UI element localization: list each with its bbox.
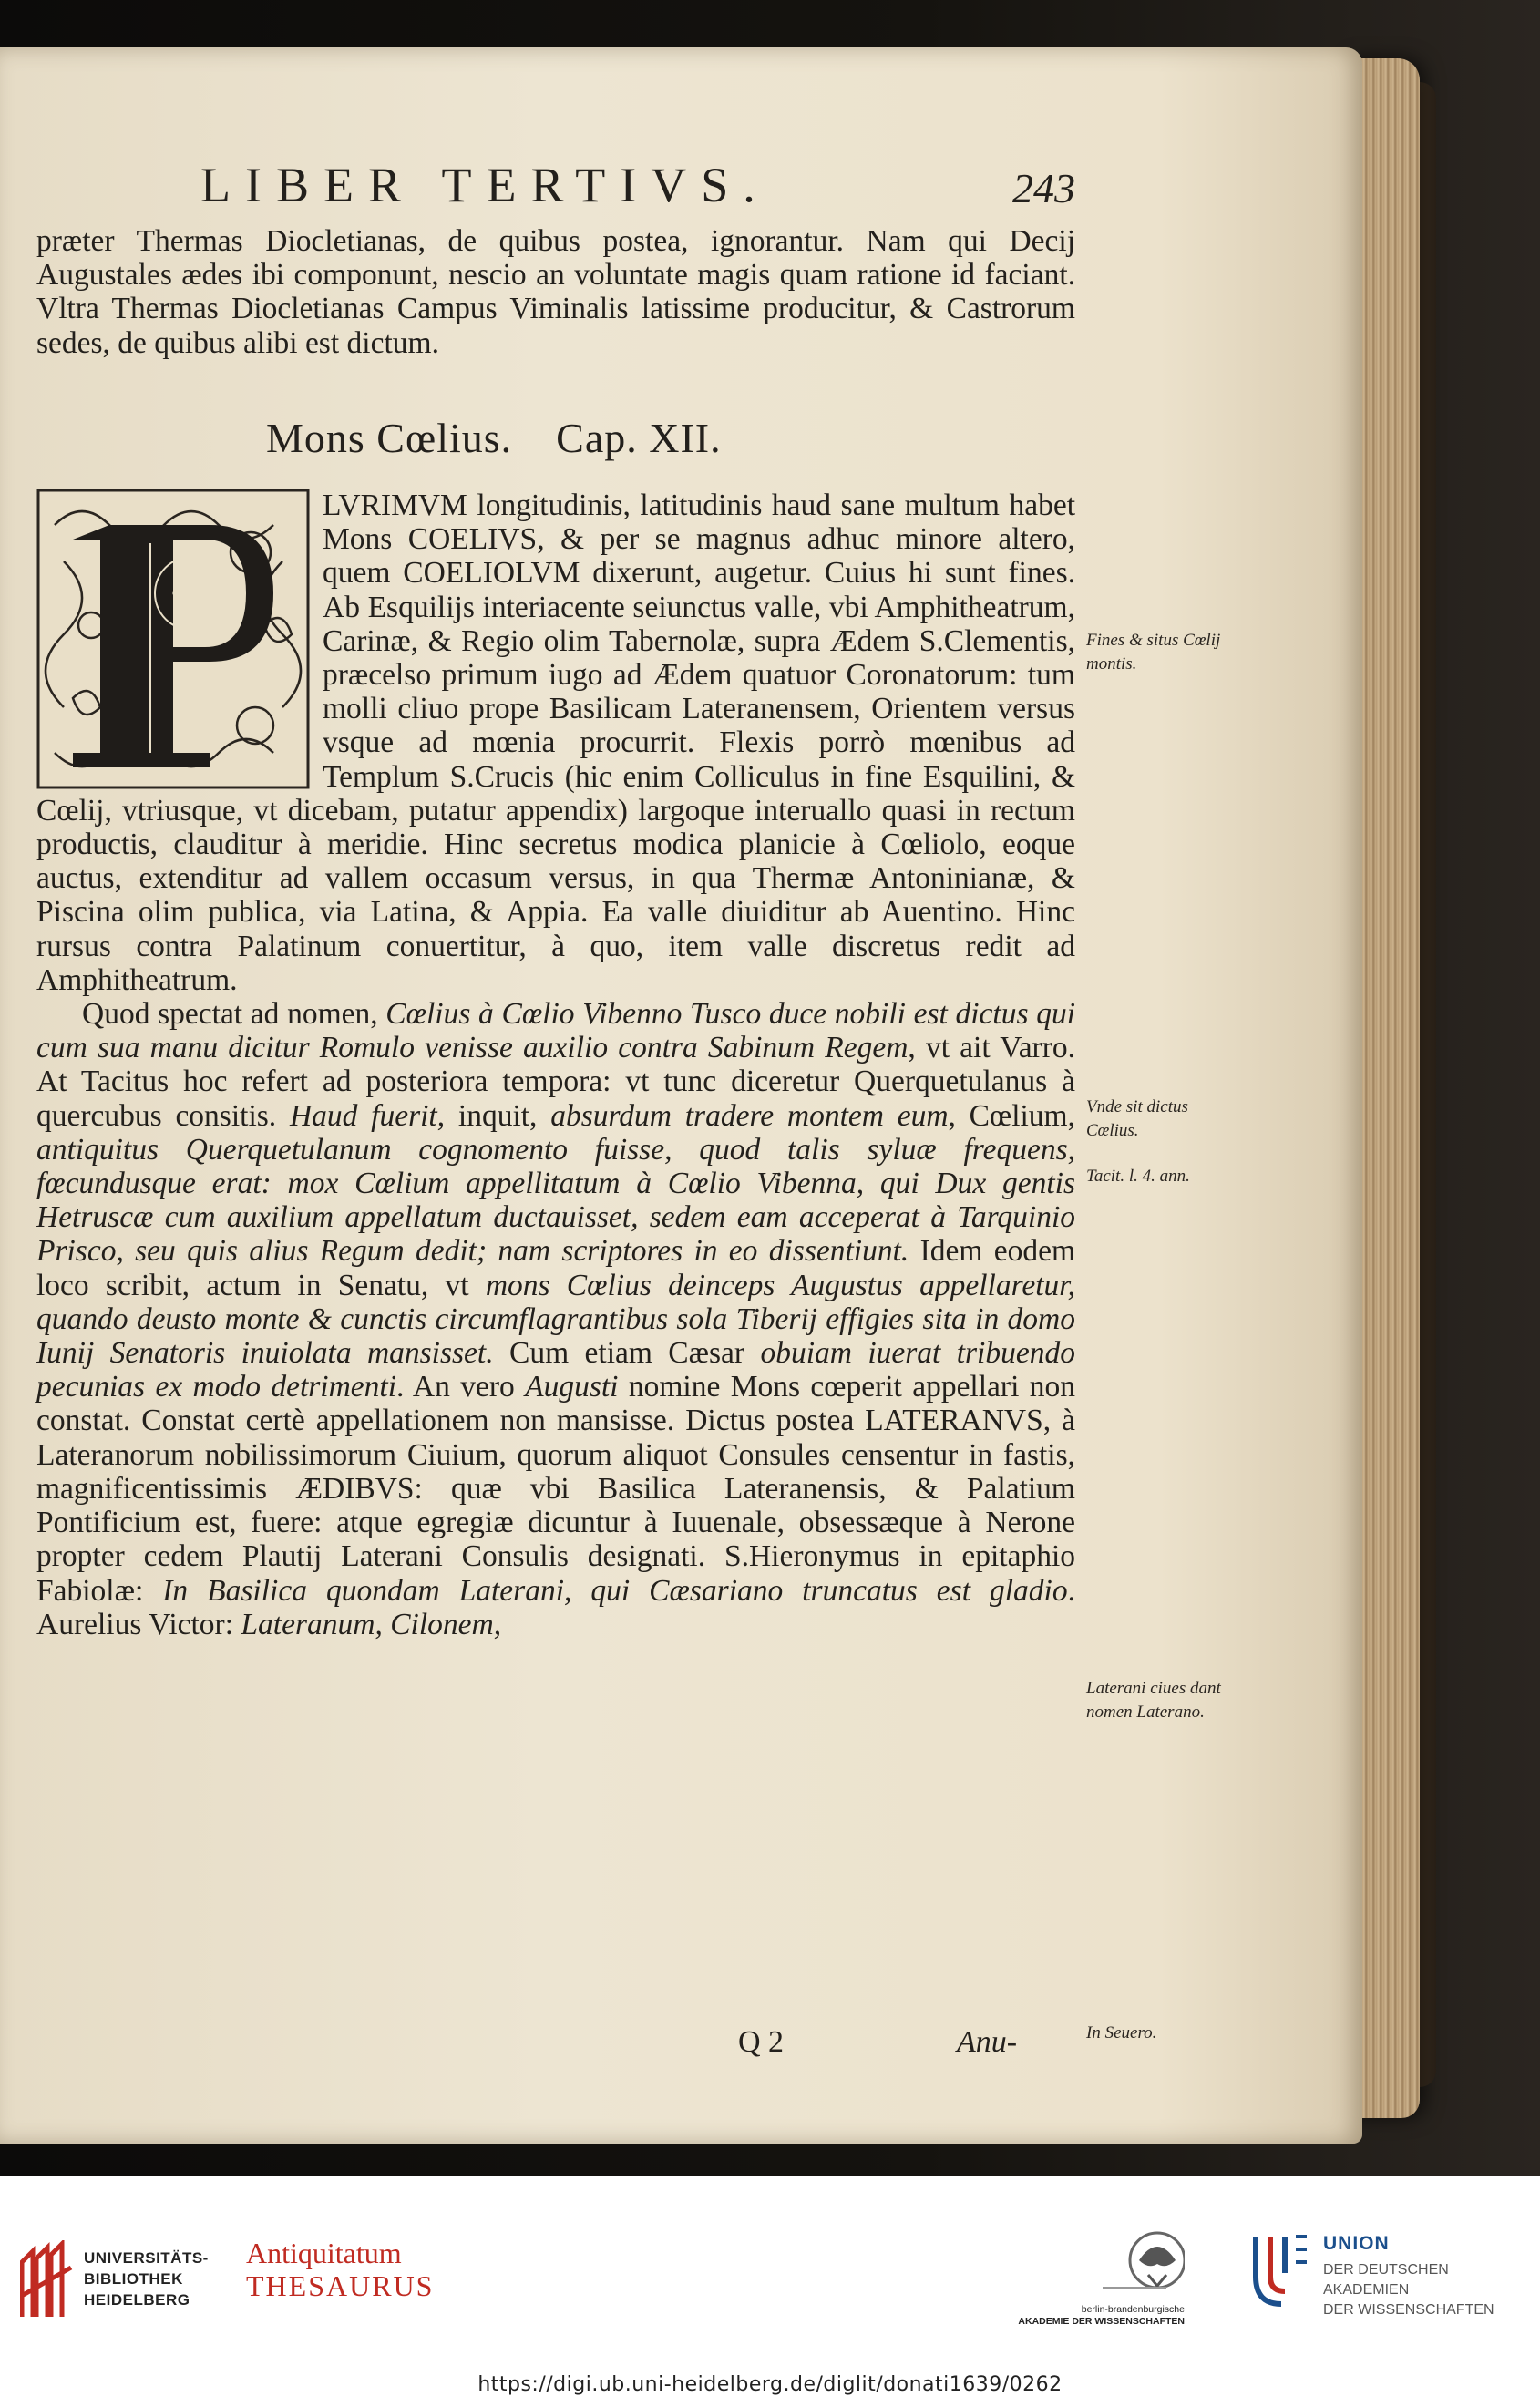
catchword: Anu- bbox=[957, 2025, 1018, 2059]
footer-bar bbox=[0, 2176, 1540, 2407]
margin-note-laterani: Laterani ciues dant nomen Laterano. bbox=[1086, 1679, 1221, 1722]
bbaw-eagle-icon bbox=[1002, 2224, 1185, 2306]
paragraph-text: præter Thermas Diocletianas, de quibus postea, ignorantur. Nam qui Decij Augustales ædes ibi componunt, nescio an voluntate magis quam ratione id faciant. Vltra Thermas Diocletianas Campus Viminalis latissime producitur, & Castrorum sedes, de quibus alibi est dictum. bbox=[36, 224, 1075, 360]
ub-heidelberg-logo[interactable] bbox=[20, 2240, 230, 2322]
paragraph-text: LVRIMVM longitudinis, latitudinis haud sane multum habet Mons COELIVS, & per se magnus adhuc minore altero, quem COELIOLVM dixerunt, augetur. Cuius hi sunt fines. Ab Esquilijs interiacente seiunctus valle, vbi Amphitheatrum, Carinæ, & Regio olim Tabernolæ, supra Ædem S.Clementis, præcelso primum iugo ad Ædem quatuor Coronatorum: tum molli cliuo prope Basilicam Lateranensem, Orientem versus vsque ad mœnia procurrit. Flexis porrò mœnibus ad Templum S.Crucis (hic enim Colliculus in fine Esquilini, & Cœlij, vtriusque, vt dicebam, putatur appendix) largoque interuallo quasi in rectum productis, clauditur à meridie. Hinc secretus modica planicie à Cœliolo, eoque auctus, extenditur ad vallem occasum versus, in qua Thermæ Antoninianæ, & Piscina olim publica, via Latina, & Appia. Ea valle diuiditur ab Auentino. Hinc rursus contra Palatinum conuertitur, à quo, item valle discretus redit ad Amphitheatrum. bbox=[36, 489, 1075, 997]
ub-heidelberg-mark-icon bbox=[20, 2240, 73, 2319]
union-akademien-logo[interactable] bbox=[1248, 2231, 1531, 2322]
margin-note-tacitus: Tacit. l. 4. ann. bbox=[1086, 1167, 1190, 1186]
running-head bbox=[200, 157, 1075, 221]
bbaw-logo[interactable] bbox=[1002, 2224, 1185, 2342]
union-mark-icon bbox=[1248, 2231, 1309, 2309]
ub-heidelberg-wordmark: UNIVERSITÄTS- BIBLIOTHEK HEIDELBERG bbox=[84, 2249, 209, 2309]
signature-mark: Q 2 bbox=[738, 2025, 785, 2059]
bbaw-wordmark: berlin-brandenburgische AKADEMIE DER WISSENSCHAFTEN bbox=[1018, 2304, 1185, 2327]
paragraph-nomen: Quod spectat ad nomen, Cœlius à Cœlio Vibenno Tusco duce nobili est dictus qui cum sua manu dicitur Romulo venisse auxilio contra Sabinum Regem, vt ait Varro. At Tacitus hoc refert ad posteriora tempora: vt tunc diceretur Querquetulanus à quercubus consitis. Haud fuerit, inquit, absurdum tradere montem eum, Cœlium, antiquitus Querquetulanum cognomento fuisse, quod talis syluæ frequens, fœcundusque erat: mox Cœlium appellitatum à Cœlio Vibenna, qui Dux gentis Hetruscæ cum auxilium appellatum ductauisset, sedem eam acceperat à Tarquinio Prisco, seu quis alius Regum dedit; nam scriptores in eo dissentiunt. Idem eodem loco scribit, actum in Senatu, vt mons Cœlius deinceps Augustus appellaretur, quando deusto monte & cunctis circumflagrantibus sola Tiberij effigies sita in domo Iunij Senatoris inuiolata mansisset. Cum etiam Cæsar obuiam iuerat tribuendo pecunias ex modo detrimenti. An vero Augusti nomine Mons cœperit appellari non constat. Constat certè appellationem non mansisse. Dictus postea LATERANVS, à Lateranorum nobilissimorum Ciuium, quorum aliquot Consules censentur in fastis, magnificentissimis ÆDIBVS: quæ vbi Basilica Lateranensis, & Palatium Pontificium est, fuere: atque egregiæ dicuntur à Iuuenale, obsessæque à Nerone propter cedem Plautij Laterani Consulis designati. S.Hieronymus in epitaphio Fabiolæ: In Basilica quondam Laterani, qui Cæsariano truncatus est gladio. Aurelius Victor: Lateranum, Cilonem, bbox=[36, 997, 1075, 1641]
antiquitatum-thesaurus-logo[interactable]: Antiquitatum THESAURUS bbox=[246, 2237, 435, 2302]
union-subtitle: DER DEUTSCHEN AKADEMIEN DER WISSENSCHAFTEN bbox=[1323, 2262, 1494, 2318]
union-title: UNION bbox=[1323, 2233, 1390, 2254]
page-number: 243 bbox=[1012, 165, 1075, 211]
page-foot bbox=[36, 2025, 1075, 2065]
chapter-number: Cap. XII. bbox=[556, 415, 722, 461]
paragraph-intro bbox=[36, 224, 1075, 360]
chapter-body bbox=[36, 489, 1075, 1641]
margin-note-severo: In Seuero. bbox=[1086, 2023, 1157, 2042]
running-title: LIBER TERTIVS. bbox=[200, 158, 770, 212]
margin-note-fines: Fines & situs Cœlij montis. bbox=[1086, 631, 1221, 674]
page-url[interactable]: https://digi.ub.uni-heidelberg.de/diglit/donati1639/0262 bbox=[477, 2373, 1063, 2396]
margin-note-nomen: Vnde sit dictus Cœlius. bbox=[1086, 1097, 1188, 1140]
decorated-initial-p-icon bbox=[36, 489, 310, 789]
chapter-title: Mons Cœlius. bbox=[266, 415, 513, 461]
chapter-heading bbox=[266, 414, 722, 462]
